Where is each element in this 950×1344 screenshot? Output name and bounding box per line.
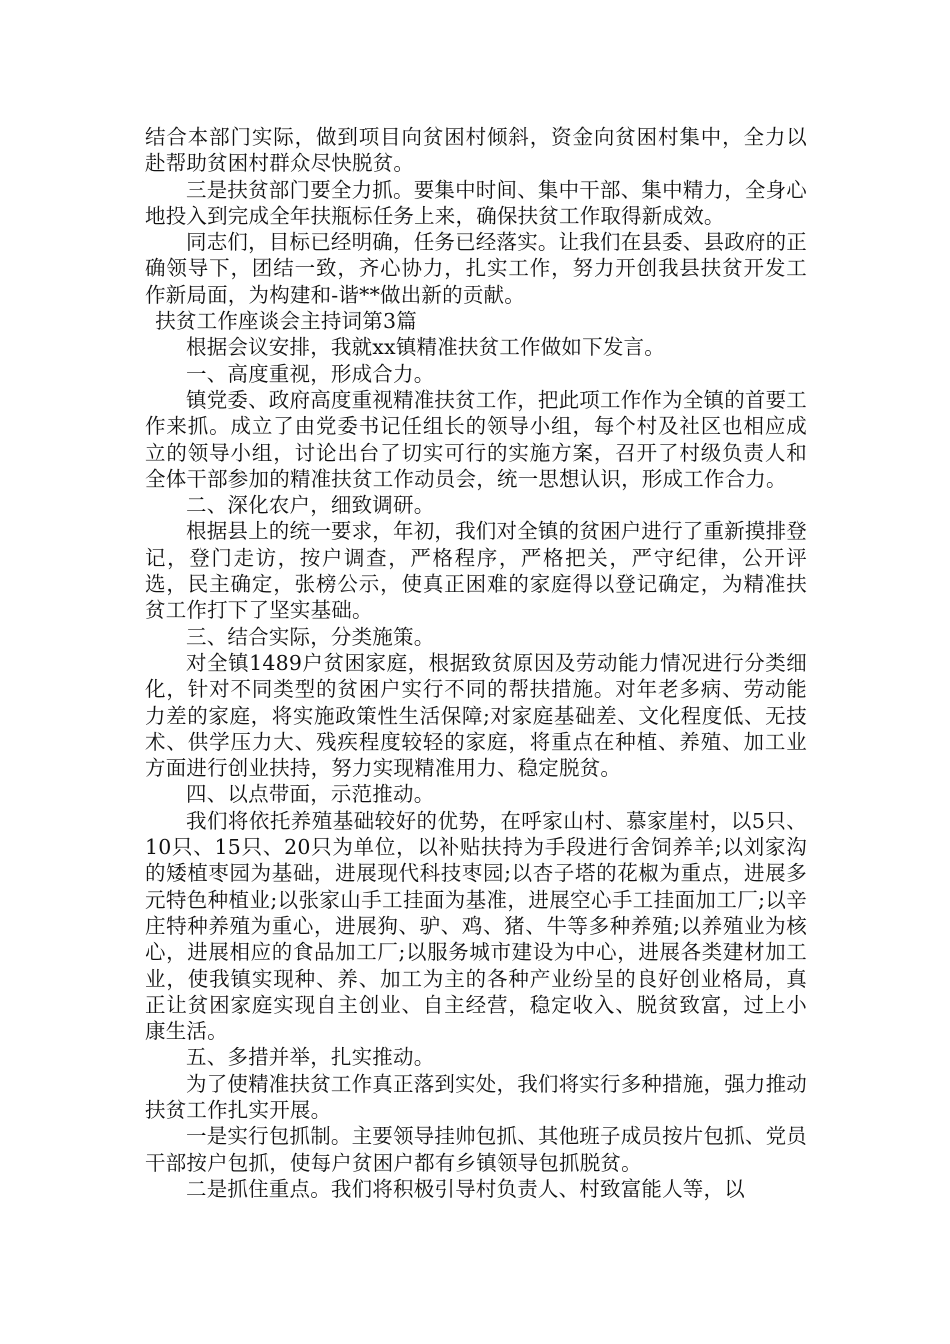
paragraph: 结合本部门实际，做到项目向贫困村倾斜，资金向贫困村集中，全力以赴帮助贫困村群众尽快脱贫。 xyxy=(145,125,807,176)
paragraph: 同志们，目标已经明确，任务已经落实。让我们在县委、县政府的正确领导下，团结一致，齐心协力，扎实工作，努力开创我县扶贫开发工作新局面，为构建和-谐**做出新的贡献。 xyxy=(145,230,807,307)
subheading: 二、深化农户，细致调研。 xyxy=(186,493,435,518)
paragraph: 一是实行包抓制。主要领导挂帅包抓、其他班子成员按片包抓、党员干部按户包抓，使每户贫困户都有乡镇领导包抓脱贫。 xyxy=(145,1124,807,1175)
section-heading: 扶贫工作座谈会主持词第3篇 xyxy=(155,309,417,334)
document-body xyxy=(145,124,807,1202)
subheading: 一、高度重视，形成合力。 xyxy=(186,361,435,386)
subheading: 四、以点带面，示范推动。 xyxy=(186,782,435,807)
paragraph: 镇党委、政府高度重视精准扶贫工作，把此项工作作为全镇的首要工作来抓。成立了由党委书记任组长的领导小组，每个村及社区也相应成立的领导小组，讨论出台了切实可行的实施方案，召开了村级负责人和全体干部参加的精准扶贫工作动员会，统一思想认识，形成工作合力。 xyxy=(145,387,807,491)
paragraph: 根据会议安排，我就xx镇精准扶贫工作做如下发言。 xyxy=(186,335,665,360)
paragraph: 我们将依托养殖基础较好的优势，在呼家山村、慕家崖村，以5只、10只、15只、20只为单位，以补贴扶持为手段进行舍饲养羊;以刘家沟的矮植枣园为基础，进展现代科技枣园;以杏子塔的花椒为重点，进展多元特色种植业;以张家山手工挂面为基准，进展空心手工挂面加工厂;以辛庄特种养殖为重心，进展狗、驴、鸡、猪、牛等多种养殖;以养殖业为核心，进展相应的食品加工厂;以服务城市建设为中心，进展各类建材加工业，使我镇实现种、养、加工为主的各种产业纷呈的良好创业格局，真正让贫困家庭实现自主创业、自主经营，稳定收入、脱贫致富，过上小康生活。 xyxy=(145,808,807,1044)
paragraph: 对全镇1489户贫困家庭，根据致贫原因及劳动能力情况进行分类细化，针对不同类型的贫困户实行不同的帮扶措施。对年老多病、劳动能力差的家庭，将实施政策性生活保障;对家庭基础差、文化程度低、无技术、供学压力大、残疾程度较轻的家庭，将重点在种植、养殖、加工业方面进行创业扶持，努力实现精准用力、稳定脱贫。 xyxy=(145,650,807,781)
subheading: 三、结合实际，分类施策。 xyxy=(186,624,435,649)
paragraph: 三是扶贫部门要全力抓。要集中时间、集中干部、集中精力，全身心地投入到完成全年扶瓶标任务上来，确保扶贫工作取得新成效。 xyxy=(145,177,807,228)
paragraph: 二是抓住重点。我们将积极引导村负责人、村致富能人等，以 xyxy=(186,1176,745,1201)
subheading: 五、多措并举，扎实推动。 xyxy=(186,1045,435,1070)
paragraph: 为了使精准扶贫工作真正落到实处，我们将实行多种措施，强力推动扶贫工作扎实开展。 xyxy=(145,1071,807,1122)
paragraph: 根据县上的统一要求，年初，我们对全镇的贫困户进行了重新摸排登记，登门走访，按户调查，严格程序，严格把关，严守纪律，公开评选，民主确定，张榜公示，使真正困难的家庭得以登记确定，为精准扶贫工作打下了坚实基础。 xyxy=(145,519,807,623)
